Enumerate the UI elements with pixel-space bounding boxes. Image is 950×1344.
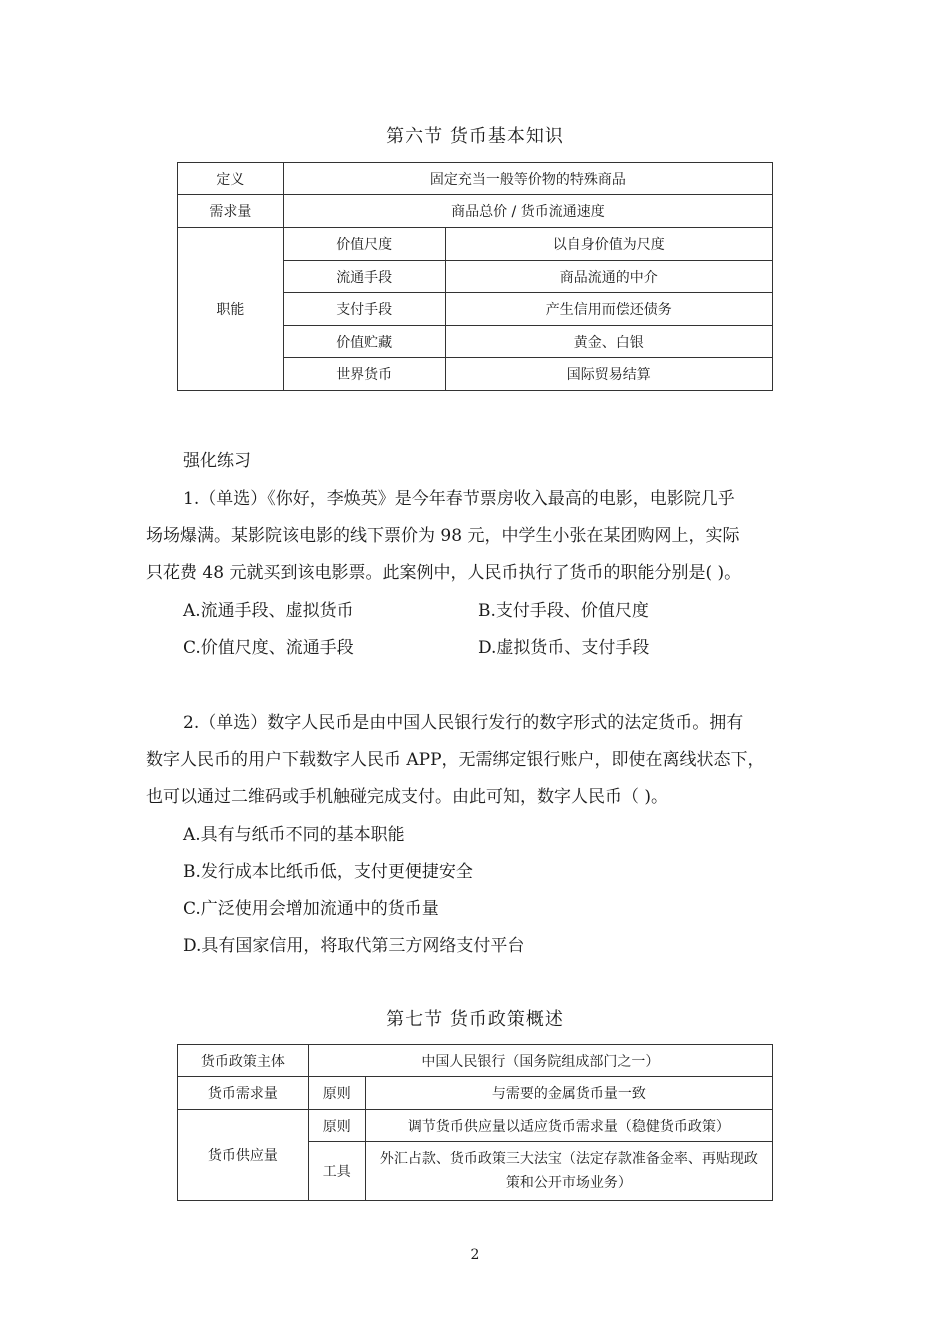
row-label: 需求量 xyxy=(178,195,284,228)
demand-sub: 原则 xyxy=(308,1077,365,1110)
table-row xyxy=(178,163,773,195)
q2-line-3: 也可以通过二维码或手机触碰完成支付。由此可知，数字人民币（ )。 xyxy=(146,787,669,807)
function-name: 世界货币 xyxy=(283,358,445,391)
table-row xyxy=(178,1045,773,1077)
supply-label: 货币供应量 xyxy=(178,1110,309,1201)
function-name: 支付手段 xyxy=(283,293,445,326)
function-name: 价值尺度 xyxy=(283,228,445,261)
supply-sub: 原则 xyxy=(308,1110,365,1142)
practice-heading: 强化练习 xyxy=(183,451,251,471)
row-label: 定义 xyxy=(178,163,284,195)
function-desc: 国际贸易结算 xyxy=(445,358,772,391)
function-desc: 商品流通的中介 xyxy=(445,261,772,293)
q1-option-a: A.流通手段、虚拟货币 xyxy=(183,601,354,621)
section6-title: 第六节 货币基本知识 xyxy=(386,126,564,147)
monetary-policy-table xyxy=(177,1044,773,1201)
subject-value: 中国人民银行（国务院组成部门之一） xyxy=(308,1045,772,1077)
demand-value: 与需要的金属货币量一致 xyxy=(365,1077,772,1110)
q1-line-1: 1.（单选）《你好，李焕英》是今年春节票房收入最高的电影，电影院几乎 xyxy=(183,489,735,509)
function-name: 价值贮藏 xyxy=(283,326,445,358)
q1-line-2: 场场爆满。某影院该电影的线下票价为 98 元，中学生小张在某团购网上，实际 xyxy=(146,526,740,546)
page-number: 2 xyxy=(470,1247,480,1263)
supply-sub: 工具 xyxy=(308,1142,365,1201)
row-value: 商品总价 / 货币流通速度 xyxy=(283,195,772,228)
q1-option-d: D.虚拟货币、支付手段 xyxy=(478,638,650,658)
subject-label: 货币政策主体 xyxy=(178,1045,309,1077)
q2-option-a: A.具有与纸币不同的基本职能 xyxy=(183,825,405,845)
table-row xyxy=(178,1077,773,1110)
q1-option-b: B.支付手段、价值尺度 xyxy=(478,601,649,621)
function-desc: 以自身价值为尺度 xyxy=(445,228,772,261)
table-row xyxy=(178,228,773,261)
table-row xyxy=(178,195,773,228)
q2-option-c: C.广泛使用会增加流通中的货币量 xyxy=(183,899,439,919)
function-name: 流通手段 xyxy=(283,261,445,293)
q2-option-b: B.发行成本比纸币低，支付更便捷安全 xyxy=(183,862,473,882)
q2-line-1: 2.（单选）数字人民币是由中国人民银行发行的数字形式的法定货币。拥有 xyxy=(183,713,744,733)
q2-line-2: 数字人民币的用户下载数字人民币 APP，无需绑定银行账户，即使在离线状态下， xyxy=(146,750,765,770)
supply-value: 调节货币供应量以适应货币需求量（稳健货币政策） xyxy=(365,1110,772,1142)
supply-tools-line-1: 外汇占款、货币政策三大法宝（法定存款准备金率、再贴现政 xyxy=(379,1151,758,1167)
q1-option-c: C.价值尺度、流通手段 xyxy=(183,638,354,658)
q2-option-d: D.具有国家信用，将取代第三方网络支付平台 xyxy=(183,936,525,956)
q1-line-3: 只花费 48 元就买到该电影票。此案例中，人民币执行了货币的职能分别是( )。 xyxy=(146,563,742,583)
supply-value xyxy=(365,1142,772,1201)
table-row xyxy=(178,1110,773,1142)
demand-label: 货币需求量 xyxy=(178,1077,309,1110)
section7-title: 第七节 货币政策概述 xyxy=(386,1009,564,1030)
money-basics-table xyxy=(177,162,773,391)
supply-tools-line-2: 策和公开市场业务） xyxy=(505,1175,632,1191)
function-label: 职能 xyxy=(178,228,284,391)
function-desc: 黄金、白银 xyxy=(445,326,772,358)
row-value: 固定充当一般等价物的特殊商品 xyxy=(283,163,772,195)
function-desc: 产生信用而偿还债务 xyxy=(445,293,772,326)
